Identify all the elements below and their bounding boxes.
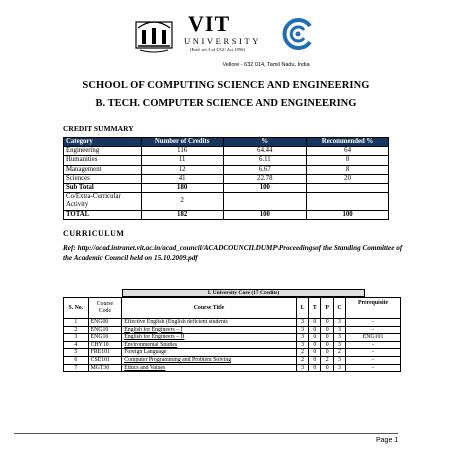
column-header: % bbox=[223, 138, 307, 147]
l-cell: 3 bbox=[296, 334, 308, 342]
reference-note: Ref: http://acad.intranet.vit.ac.in/acad_council/ACADCOUNCILDUMP\Proceedingsof the Standing Committee of the Academic Council held on 15.10.2009.pdf bbox=[63, 244, 403, 262]
table-header-row bbox=[64, 298, 401, 319]
credits-cell: 12 bbox=[141, 165, 223, 174]
percent-cell bbox=[223, 193, 307, 210]
category-cell: Engineering bbox=[64, 147, 142, 156]
recommended-cell: 100 bbox=[307, 210, 389, 219]
column-header: Course Code bbox=[88, 298, 122, 319]
code-cell: ENG10 bbox=[88, 326, 122, 334]
p-cell: 0 bbox=[321, 319, 333, 327]
c-cell: 3 bbox=[333, 356, 345, 364]
table-row bbox=[64, 326, 401, 334]
column-header: Recommended % bbox=[307, 138, 389, 147]
table-row bbox=[64, 334, 401, 342]
column-header: T bbox=[309, 298, 321, 319]
column-header: Prerequisite bbox=[346, 298, 401, 319]
code-cell: ENG10 bbox=[88, 334, 122, 342]
c-cell: 2 bbox=[333, 349, 345, 357]
footer-divider bbox=[14, 433, 398, 434]
category-cell: Sciences bbox=[64, 174, 142, 183]
sno-cell: 5 bbox=[64, 349, 89, 357]
curriculum-heading: CURRICULUM bbox=[63, 229, 125, 238]
prereq-cell: ENG101 bbox=[346, 334, 401, 342]
recommended-cell: 20 bbox=[307, 174, 389, 183]
table-row bbox=[64, 165, 389, 174]
brand-name: VIT bbox=[188, 11, 231, 36]
university-core-table bbox=[63, 297, 401, 372]
t-cell: 0 bbox=[309, 319, 321, 327]
school-title: SCHOOL OF COMPUTING SCIENCE AND ENGINEERING bbox=[82, 80, 370, 91]
category-cell: Management bbox=[64, 165, 142, 174]
code-cell: CHY10 bbox=[88, 341, 122, 349]
percent-cell: 6.67 bbox=[223, 165, 307, 174]
prereq-cell: - bbox=[346, 364, 401, 372]
title-cell: English for Engineers – II bbox=[122, 334, 297, 342]
table-row bbox=[64, 174, 389, 183]
p-cell: 0 bbox=[321, 364, 333, 372]
university-core-title: I. University Core (17 Credits) bbox=[122, 289, 365, 297]
university-word: UNIVERSITY bbox=[184, 36, 261, 46]
prereq-cell: - bbox=[346, 356, 401, 364]
l-cell: 3 bbox=[296, 319, 308, 327]
p-cell: 0 bbox=[321, 334, 333, 342]
table-header-row bbox=[64, 138, 389, 147]
table-row bbox=[64, 364, 401, 372]
title-cell: Computer Programming and Problem Solving bbox=[122, 356, 297, 364]
t-cell: 0 bbox=[309, 349, 321, 357]
prereq-cell: - bbox=[346, 349, 401, 357]
recommended-cell: 8 bbox=[307, 165, 389, 174]
p-cell: 0 bbox=[321, 349, 333, 357]
c-cell: 3 bbox=[333, 341, 345, 349]
category-cell: Humanities bbox=[64, 156, 142, 165]
t-cell: 0 bbox=[309, 356, 321, 364]
p-cell: 0 bbox=[321, 326, 333, 334]
column-header: C bbox=[333, 298, 345, 319]
code-cell: ENG00 bbox=[88, 319, 122, 327]
credit-summary-heading: CREDIT SUMMARY bbox=[63, 124, 134, 133]
credit-summary-table bbox=[63, 137, 389, 220]
t-cell: 0 bbox=[309, 326, 321, 334]
university-seal-icon bbox=[132, 14, 176, 54]
recommended-cell bbox=[307, 193, 389, 210]
prereq-cell: - bbox=[346, 319, 401, 327]
page-number: Page 1 bbox=[376, 437, 399, 444]
recommended-cell: 64 bbox=[307, 147, 389, 156]
sno-cell: 2 bbox=[64, 326, 89, 334]
recommended-cell bbox=[307, 184, 389, 193]
c-cell: 3 bbox=[333, 364, 345, 372]
prereq-cell: - bbox=[346, 341, 401, 349]
c-cell: 3 bbox=[333, 319, 345, 327]
p-cell: 0 bbox=[321, 341, 333, 349]
title-cell: English for Engineers – I bbox=[122, 326, 297, 334]
p-cell: 2 bbox=[321, 356, 333, 364]
percent-cell: 100 bbox=[223, 184, 307, 193]
program-title: B. TECH. COMPUTER SCIENCE AND ENGINEERING bbox=[95, 98, 357, 109]
sno-cell: 3 bbox=[64, 334, 89, 342]
column-header: P bbox=[321, 298, 333, 319]
category-cell: Sub Total bbox=[64, 184, 142, 193]
table-row bbox=[64, 156, 389, 165]
column-header: L bbox=[296, 298, 308, 319]
credits-cell: 116 bbox=[141, 147, 223, 156]
c-cell: 3 bbox=[333, 334, 345, 342]
column-header: S. No. bbox=[64, 298, 89, 319]
percent-cell: 100 bbox=[223, 210, 307, 219]
l-cell: 3 bbox=[296, 326, 308, 334]
sno-cell: 4 bbox=[64, 341, 89, 349]
table-row bbox=[64, 356, 401, 364]
table-row bbox=[64, 147, 389, 156]
l-cell: 2 bbox=[296, 356, 308, 364]
l-cell: 3 bbox=[296, 341, 308, 349]
table-row bbox=[64, 341, 401, 349]
credits-cell: 182 bbox=[141, 210, 223, 219]
code-cell: CSE101 bbox=[88, 356, 122, 364]
swirl-logo-icon bbox=[280, 16, 316, 52]
title-cell: Effective English (English deficient students bbox=[122, 319, 297, 327]
column-header: Number of Credits bbox=[141, 138, 223, 147]
t-cell: 0 bbox=[309, 364, 321, 372]
l-cell: 2 bbox=[296, 349, 308, 357]
address-line: Vellore - 632 014, Tamil Nadu, India bbox=[222, 62, 310, 68]
l-cell: 3 bbox=[296, 364, 308, 372]
total-row bbox=[64, 210, 389, 219]
title-cell: Foreign Language bbox=[122, 349, 297, 357]
category-cell: Co/Extra-Curricular Activity bbox=[64, 193, 142, 210]
percent-cell: 22.78 bbox=[223, 174, 307, 183]
code-cell: FRE101 bbox=[88, 349, 122, 357]
table-row bbox=[64, 349, 401, 357]
code-cell: MGT30 bbox=[88, 364, 122, 372]
credits-cell: 41 bbox=[141, 174, 223, 183]
table-row bbox=[64, 319, 401, 327]
subtotal-row bbox=[64, 184, 389, 193]
credits-cell: 180 bbox=[141, 184, 223, 193]
t-cell: 0 bbox=[309, 341, 321, 349]
title-cell: Ethics and Values bbox=[122, 364, 297, 372]
percent-cell: 6.11 bbox=[223, 156, 307, 165]
credits-cell: 2 bbox=[141, 193, 223, 210]
category-cell: TOTAL bbox=[64, 210, 142, 219]
credits-cell: 11 bbox=[141, 156, 223, 165]
title-cell: Environmental Studies bbox=[122, 341, 297, 349]
t-cell: 0 bbox=[309, 334, 321, 342]
extra-curricular-row bbox=[64, 193, 389, 210]
sno-cell: 7 bbox=[64, 364, 89, 372]
established-note: (Estd. u/s 3 of UGC Act 1956) bbox=[190, 47, 245, 52]
sno-cell: 1 bbox=[64, 319, 89, 327]
prereq-cell: - bbox=[346, 326, 401, 334]
column-header: Category bbox=[64, 138, 142, 147]
c-cell: 3 bbox=[333, 326, 345, 334]
recommended-cell: 8 bbox=[307, 156, 389, 165]
column-header: Course Title bbox=[122, 298, 297, 319]
percent-cell: 64.44 bbox=[223, 147, 307, 156]
sno-cell: 6 bbox=[64, 356, 89, 364]
